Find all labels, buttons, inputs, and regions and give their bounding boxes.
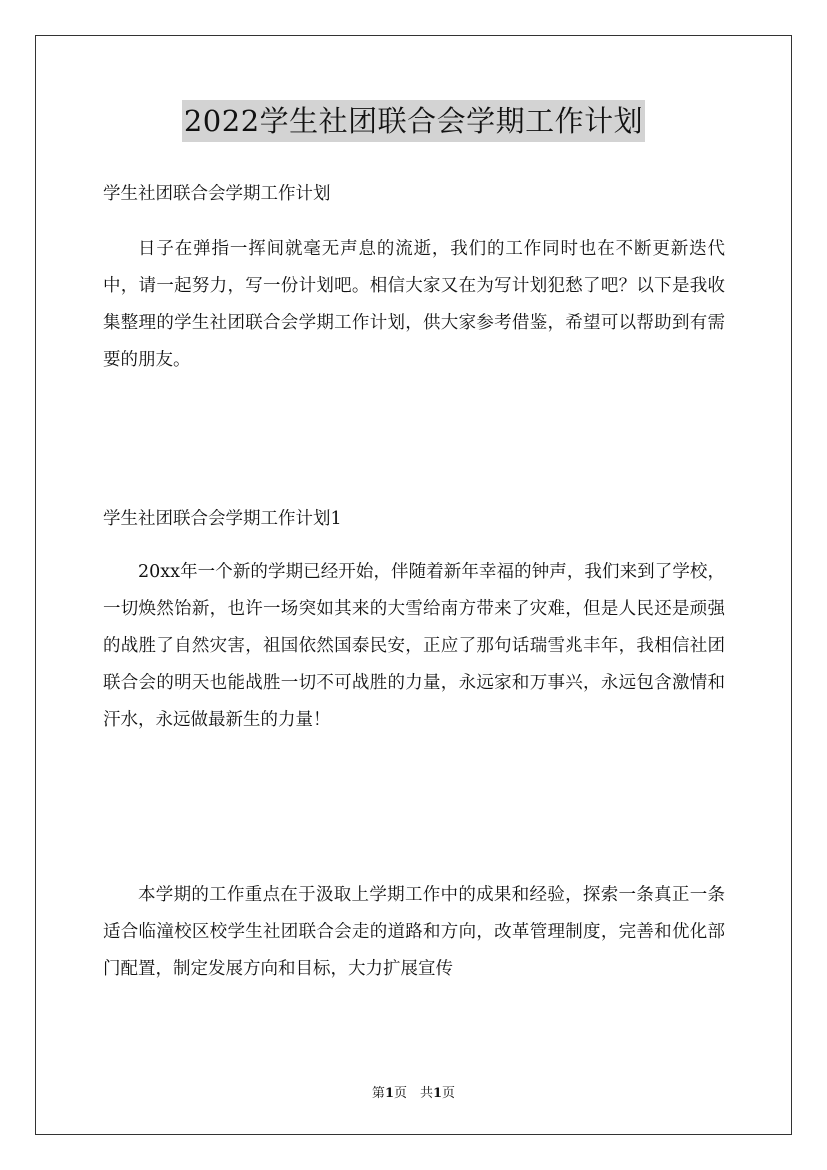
intro-paragraph: 日子在弹指一挥间就毫无声息的流逝，我们的工作同时也在不断更新迭代中，请一起努力，写一份计划吧。相信大家又在为写计划犯愁了吧？以下是我收集整理的学生社团联合会学期工作计划，供大家参考借鉴，希望可以帮助到有需要的朋友。 <box>103 239 725 370</box>
page-label-mid: 页 共 <box>393 1086 433 1101</box>
body-paragraph-1: 20xx年一个新的学期已经开始，伴随着新年幸福的钟声，我们来到了学校，一切焕然饴新，也许一场突如其来的大雪给南方带来了灾难，但是人民还是顽强的战胜了自然灾害，祖国依然国泰民安，正应了那句话瑞雪兆丰年，我相信社团联合会的明天也能战胜一切不可战胜的力量，永远家和万事兴，永远包含激情和汗水，永远做最新生的力量！ <box>103 562 725 730</box>
page-current-number: 1 <box>384 1086 394 1101</box>
title-container <box>0 100 827 142</box>
page-label-prefix: 第 <box>371 1086 385 1101</box>
document-subtitle: 学生社团联合会学期工作计划 <box>103 184 331 204</box>
body-paragraph-2: 本学期的工作重点在于汲取上学期工作中的成果和经验，探索一条真正一条适合临潼校区校学生社团联合会走的道路和方向，改革管理制度，完善和优化部门配置，制定发展方向和目标，大力扩展宣传 <box>103 885 725 979</box>
page-footer <box>0 1082 827 1101</box>
section-heading: 学生社团联合会学期工作计划1 <box>103 509 342 529</box>
document-title: 2022学生社团联合会学期工作计划 <box>182 100 645 142</box>
page-label-suffix: 页 <box>442 1086 456 1101</box>
page-total-number: 1 <box>433 1086 443 1101</box>
